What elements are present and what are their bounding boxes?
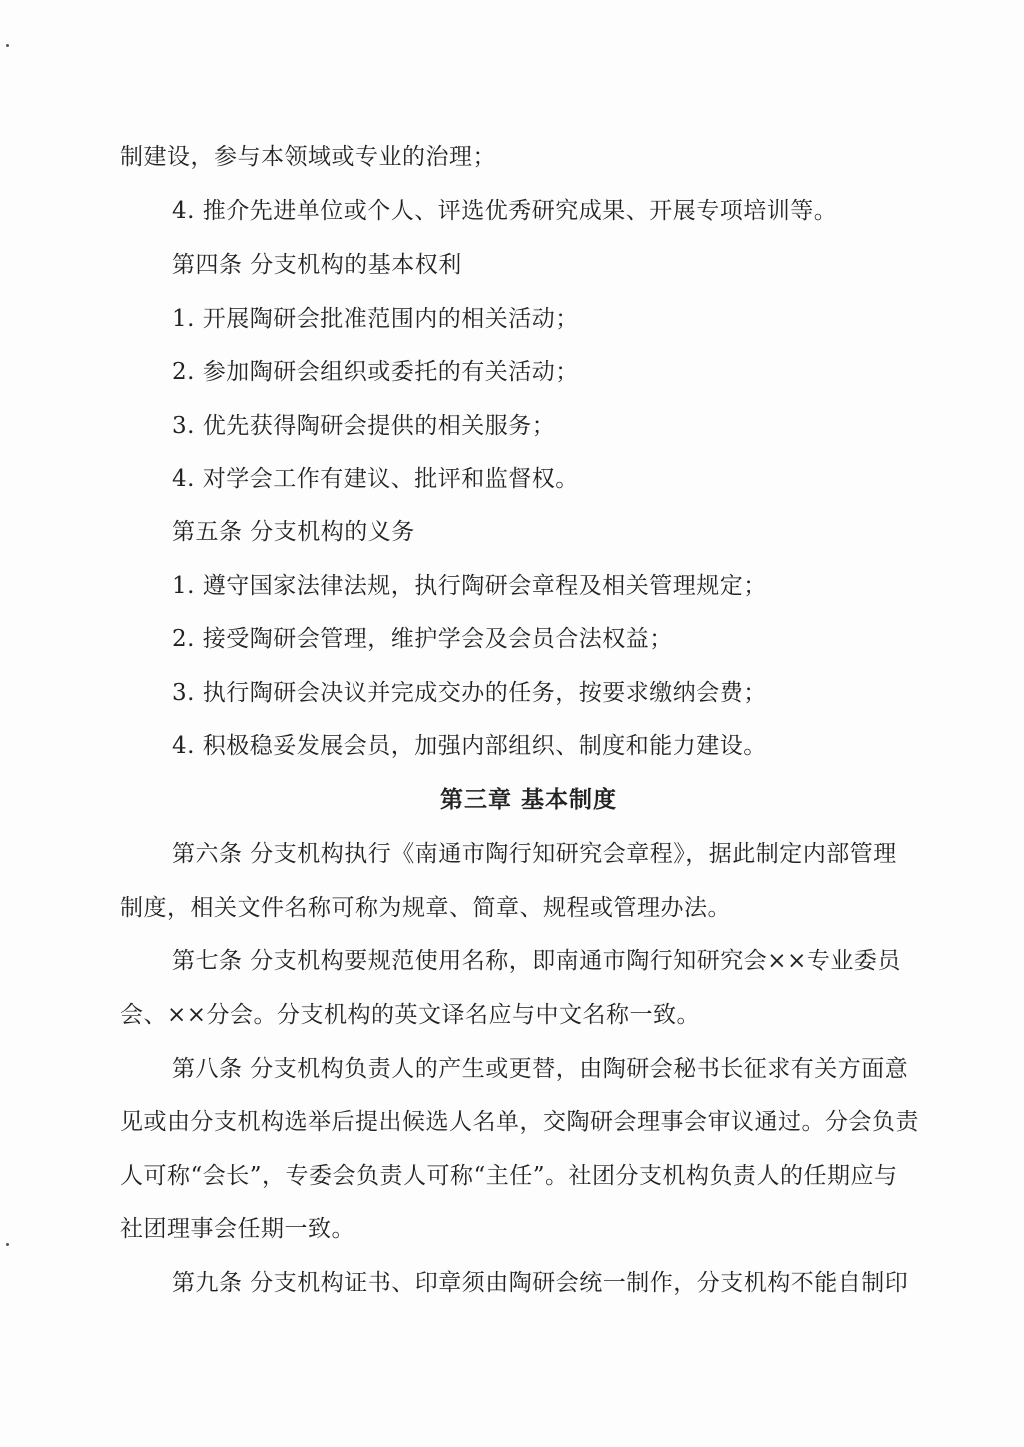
list-item: 2. 参加陶研会组织或委托的有关活动； — [172, 359, 579, 385]
list-item: 4. 积极稳妥发展会员，加强内部组织、制度和能力建设。 — [172, 733, 767, 759]
article-8-continuation: 社团理事会任期一致。 — [120, 1216, 355, 1242]
list-item: 4. 对学会工作有建议、批评和监督权。 — [172, 466, 579, 492]
article-4-title: 第四条 分支机构的基本权利 — [172, 252, 462, 278]
article-6-continuation: 制度，相关文件名称可称为规章、简章、规程或管理办法。 — [120, 895, 731, 921]
list-item: 2. 接受陶研会管理，维护学会及会员合法权益； — [172, 626, 673, 652]
list-item: 4. 推介先进单位或个人、评选优秀研究成果、开展专项培训等。 — [172, 198, 838, 224]
article-7: 第七条 分支机构要规范使用名称，即南通市陶行知研究会××专业委员 — [172, 948, 901, 974]
chapter-heading: 第三章 基本制度 — [440, 787, 618, 813]
scan-speck — [6, 1243, 9, 1246]
article-8: 第八条 分支机构负责人的产生或更替，由陶研会秘书长征求有关方面意 — [172, 1056, 909, 1082]
paragraph-continuation: 制建设，参与本领域或专业的治理； — [120, 144, 496, 170]
scan-speck — [6, 44, 9, 47]
article-8-continuation: 人可称“会长”，专委会负责人可称“主任”。社团分支机构负责人的任期应与 — [120, 1163, 898, 1189]
list-item: 1. 遵守国家法律法规，执行陶研会章程及相关管理规定； — [172, 573, 767, 599]
article-5-title: 第五条 分支机构的义务 — [172, 519, 415, 545]
list-item: 3. 执行陶研会决议并完成交办的任务，按要求缴纳会费； — [172, 680, 767, 706]
article-8-continuation: 见或由分支机构选举后提出候选人名单，交陶研会理事会审议通过。分会负责 — [120, 1109, 919, 1135]
list-item: 3. 优先获得陶研会提供的相关服务； — [172, 413, 556, 439]
list-item: 1. 开展陶研会批准范围内的相关活动； — [172, 306, 579, 332]
article-7-continuation: 会、××分会。分支机构的英文译名应与中文名称一致。 — [120, 1002, 701, 1028]
article-6: 第六条 分支机构执行《南通市陶行知研究会章程》，据此制定内部管理 — [172, 841, 897, 867]
article-9: 第九条 分支机构证书、印章须由陶研会统一制作，分支机构不能自制印 — [172, 1270, 909, 1296]
